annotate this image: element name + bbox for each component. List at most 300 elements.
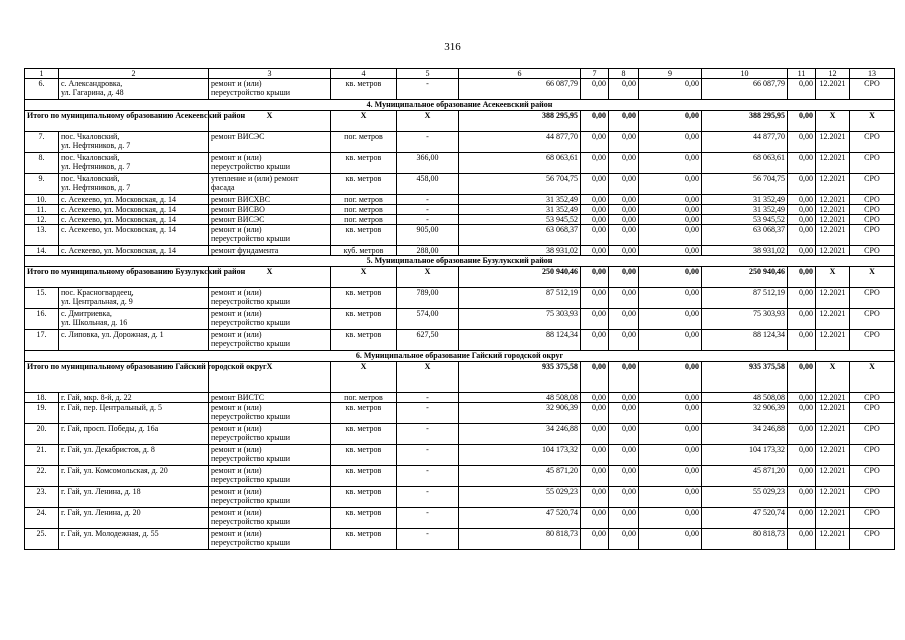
cost-cell: 87 512,19: [459, 288, 581, 309]
quantity-cell: X: [397, 111, 459, 132]
amount-cell-col7: 0,00: [581, 225, 609, 246]
work-type-cell: [209, 174, 331, 195]
address-line: пос. Чкаловский,: [61, 174, 120, 183]
cost-cell: 45 871,20: [459, 466, 581, 487]
amount-cell-col7: 0,00: [581, 393, 609, 403]
amount-cell-col7: 0,00: [581, 487, 609, 508]
row-number-cell: 14.: [25, 246, 59, 256]
amount-cell-col9: 0,00: [639, 466, 702, 487]
row-number-cell: 6.: [25, 79, 59, 100]
amount-cell-col9: 0,00: [639, 393, 702, 403]
section-title: 4. Муниципальное образование Асекеевский район: [25, 100, 895, 111]
quantity-cell: -: [397, 466, 459, 487]
cost-cell: 32 906,39: [459, 403, 581, 424]
address-cell: [59, 153, 209, 174]
address-line: ул. Нефтяников, д. 7: [61, 183, 131, 192]
amount-cell-col8: 0,00: [609, 132, 639, 153]
row-number-cell: 9.: [25, 174, 59, 195]
row-number-cell: 15.: [25, 288, 59, 309]
unit-cell: пог. метров: [331, 215, 397, 225]
repair-method-cell: СРО: [850, 529, 895, 550]
amount-cell-col11: 0,00: [788, 267, 816, 288]
amount-cell-col11: 0,00: [788, 466, 816, 487]
amount-cell-col7: 0,00: [581, 508, 609, 529]
total-cost-cell: 63 068,37: [702, 225, 788, 246]
work-type-line: переустройство крыши: [211, 162, 291, 171]
total-cost-cell: 935 375,58: [702, 362, 788, 393]
cost-cell: 68 063,61: [459, 153, 581, 174]
total-label: Итого по муниципальному образованию Гайский городской округ: [25, 362, 209, 393]
total-cost-cell: 87 512,19: [702, 288, 788, 309]
amount-cell-col9: 0,00: [639, 225, 702, 246]
quantity-cell: -: [397, 215, 459, 225]
work-type-line: ремонт ВИСЭС: [211, 215, 265, 224]
completion-date-cell: 12.2021: [816, 466, 850, 487]
unit-cell: кв. метров: [331, 174, 397, 195]
cost-cell: 250 940,46: [459, 267, 581, 288]
repair-method-cell: СРО: [850, 195, 895, 205]
amount-cell-col7: 0,00: [581, 246, 609, 256]
amount-cell-col11: 0,00: [788, 529, 816, 550]
amount-cell-col7: 0,00: [581, 403, 609, 424]
amount-cell-col7: 0,00: [581, 466, 609, 487]
amount-cell-col8: 0,00: [609, 403, 639, 424]
total-cost-cell: 388 295,95: [702, 111, 788, 132]
unit-cell: кв. метров: [331, 529, 397, 550]
work-type-line: ремонт и (или): [211, 487, 262, 496]
total-cost-cell: 66 087,79: [702, 79, 788, 100]
amount-cell-col11: 0,00: [788, 132, 816, 153]
cost-cell: 53 945,52: [459, 215, 581, 225]
unit-cell: кв. метров: [331, 309, 397, 330]
repair-method-cell: СРО: [850, 174, 895, 195]
amount-cell-col11: 0,00: [788, 508, 816, 529]
total-cost-cell: 34 246,88: [702, 424, 788, 445]
work-type-cell: [209, 403, 331, 424]
address-line: пос. Чкаловский,: [61, 132, 120, 141]
work-type-cell: X: [209, 267, 331, 288]
unit-cell: кв. метров: [331, 466, 397, 487]
address-line: г. Гай, ул. Ленина, д. 20: [61, 508, 141, 517]
repair-method-cell: СРО: [850, 215, 895, 225]
work-type-cell: [209, 288, 331, 309]
row-number-cell: 7.: [25, 132, 59, 153]
row-number-cell: 19.: [25, 403, 59, 424]
work-type-line: переустройство крыши: [211, 234, 291, 243]
amount-cell-col8: 0,00: [609, 393, 639, 403]
completion-date-cell: 12.2021: [816, 246, 850, 256]
unit-cell: пог. метров: [331, 195, 397, 205]
column-number: 12: [816, 69, 850, 79]
row-number-cell: 13.: [25, 225, 59, 246]
table-row: [25, 246, 895, 256]
column-number-row: [25, 69, 895, 79]
work-type-line: ремонт и (или): [211, 466, 262, 475]
amount-cell-col7: 0,00: [581, 153, 609, 174]
repair-method-cell: СРО: [850, 225, 895, 246]
amount-cell-col9: 0,00: [639, 309, 702, 330]
amount-cell-col11: 0,00: [788, 309, 816, 330]
unit-cell: кв. метров: [331, 153, 397, 174]
total-cost-cell: 45 871,20: [702, 466, 788, 487]
address-line: ул. Школьная, д. 16: [61, 318, 128, 327]
work-type-line: переустройство крыши: [211, 475, 291, 484]
quantity-cell: -: [397, 529, 459, 550]
completion-date-cell: 12.2021: [816, 309, 850, 330]
work-type-line: ремонт и (или): [211, 79, 262, 88]
amount-cell-col9: 0,00: [639, 330, 702, 351]
repair-method-cell: СРО: [850, 508, 895, 529]
work-type-line: ремонт фундамента: [211, 246, 279, 255]
row-number-cell: 17.: [25, 330, 59, 351]
amount-cell-col8: 0,00: [609, 424, 639, 445]
amount-cell-col9: 0,00: [639, 153, 702, 174]
section-title: 5. Муниципальное образование Бузулукский район: [25, 256, 895, 267]
amount-cell-col7: 0,00: [581, 174, 609, 195]
work-type-line: ремонт и (или): [211, 529, 262, 538]
unit-cell: куб. метров: [331, 246, 397, 256]
quantity-cell: -: [397, 205, 459, 215]
work-type-line: переустройство крыши: [211, 339, 291, 348]
total-cost-cell: 68 063,61: [702, 153, 788, 174]
unit-cell: пог. метров: [331, 205, 397, 215]
table-row: [25, 153, 895, 174]
amount-cell-col7: 0,00: [581, 424, 609, 445]
work-type-cell: [209, 195, 331, 205]
amount-cell-col11: 0,00: [788, 288, 816, 309]
amount-cell-col9: 0,00: [639, 508, 702, 529]
work-type-cell: [209, 246, 331, 256]
total-cost-cell: 88 124,34: [702, 330, 788, 351]
amount-cell-col7: 0,00: [581, 205, 609, 215]
unit-cell: кв. метров: [331, 424, 397, 445]
completion-date-cell: 12.2021: [816, 508, 850, 529]
amount-cell-col8: 0,00: [609, 246, 639, 256]
quantity-cell: 458,00: [397, 174, 459, 195]
amount-cell-col9: 0,00: [639, 403, 702, 424]
column-number: 4: [331, 69, 397, 79]
amount-cell-col8: 0,00: [609, 487, 639, 508]
repair-method-cell: СРО: [850, 445, 895, 466]
address-line: ул. Нефтяников, д. 7: [61, 162, 131, 171]
unit-cell: кв. метров: [331, 330, 397, 351]
table-row: [25, 529, 895, 550]
amount-cell-col9: 0,00: [639, 487, 702, 508]
work-type-cell: X: [209, 111, 331, 132]
total-cost-cell: 44 877,70: [702, 132, 788, 153]
unit-cell: кв. метров: [331, 403, 397, 424]
cost-cell: 66 087,79: [459, 79, 581, 100]
completion-date-cell: 12.2021: [816, 393, 850, 403]
row-number-cell: 11.: [25, 205, 59, 215]
amount-cell-col8: 0,00: [609, 529, 639, 550]
work-type-cell: [209, 132, 331, 153]
column-number: 10: [702, 69, 788, 79]
work-type-cell: X: [209, 362, 331, 393]
completion-date-cell: X: [816, 362, 850, 393]
cost-cell: 31 352,49: [459, 205, 581, 215]
capital-repair-table: [24, 68, 895, 550]
amount-cell-col8: 0,00: [609, 288, 639, 309]
repair-method-cell: СРО: [850, 288, 895, 309]
address-line: ул. Нефтяников, д. 7: [61, 141, 131, 150]
amount-cell-col9: 0,00: [639, 215, 702, 225]
repair-method-cell: СРО: [850, 403, 895, 424]
cost-cell: 88 124,34: [459, 330, 581, 351]
work-type-line: утепление и (или) ремонт: [211, 174, 299, 183]
cost-cell: 34 246,88: [459, 424, 581, 445]
quantity-cell: -: [397, 195, 459, 205]
work-type-line: переустройство крыши: [211, 538, 291, 547]
completion-date-cell: 12.2021: [816, 215, 850, 225]
work-type-line: ремонт и (или): [211, 424, 262, 433]
amount-cell-col9: 0,00: [639, 195, 702, 205]
amount-cell-col8: 0,00: [609, 215, 639, 225]
completion-date-cell: X: [816, 111, 850, 132]
amount-cell-col11: 0,00: [788, 205, 816, 215]
quantity-cell: 789,00: [397, 288, 459, 309]
amount-cell-col9: 0,00: [639, 205, 702, 215]
quantity-cell: -: [397, 487, 459, 508]
column-number: 6: [459, 69, 581, 79]
amount-cell-col8: 0,00: [609, 225, 639, 246]
address-cell: [59, 215, 209, 225]
work-type-cell: [209, 508, 331, 529]
total-cost-cell: 56 704,75: [702, 174, 788, 195]
work-type-line: переустройство крыши: [211, 517, 291, 526]
address-cell: [59, 309, 209, 330]
work-type-line: переустройство крыши: [211, 88, 291, 97]
amount-cell-col9: 0,00: [639, 132, 702, 153]
work-type-cell: [209, 445, 331, 466]
address-cell: [59, 288, 209, 309]
total-label: Итого по муниципальному образованию Бузулукский район: [25, 267, 209, 288]
quantity-cell: -: [397, 393, 459, 403]
table-row: [25, 330, 895, 351]
address-cell: [59, 195, 209, 205]
amount-cell-col11: 0,00: [788, 225, 816, 246]
amount-cell-col11: 0,00: [788, 362, 816, 393]
table-row: [25, 445, 895, 466]
amount-cell-col9: 0,00: [639, 529, 702, 550]
row-number-cell: 16.: [25, 309, 59, 330]
row-number-cell: 20.: [25, 424, 59, 445]
total-cost-cell: 48 508,08: [702, 393, 788, 403]
table-row: [25, 508, 895, 529]
amount-cell-col8: 0,00: [609, 362, 639, 393]
amount-cell-col9: 0,00: [639, 111, 702, 132]
page-number: 316: [444, 41, 461, 53]
unit-cell: X: [331, 267, 397, 288]
amount-cell-col11: 0,00: [788, 403, 816, 424]
amount-cell-col7: 0,00: [581, 267, 609, 288]
work-type-line: ремонт ВИСЭС: [211, 132, 265, 141]
address-line: с. Асекеево, ул. Московская, д. 14: [61, 215, 176, 224]
work-type-line: ремонт и (или): [211, 288, 262, 297]
quantity-cell: -: [397, 79, 459, 100]
work-type-cell: [209, 309, 331, 330]
amount-cell-col11: 0,00: [788, 246, 816, 256]
address-cell: [59, 246, 209, 256]
amount-cell-col7: 0,00: [581, 288, 609, 309]
address-line: с. Асекеево, ул. Московская, д. 14: [61, 205, 176, 214]
work-type-line: фасада: [211, 183, 235, 192]
cost-cell: 75 303,93: [459, 309, 581, 330]
address-line: с. Липовка, ул. Дорожная, д. 1: [61, 330, 164, 339]
repair-method-cell: СРО: [850, 487, 895, 508]
amount-cell-col11: 0,00: [788, 330, 816, 351]
table-row: [25, 424, 895, 445]
table-row: [25, 79, 895, 100]
amount-cell-col7: 0,00: [581, 111, 609, 132]
work-type-cell: [209, 466, 331, 487]
quantity-cell: 905,00: [397, 225, 459, 246]
amount-cell-col7: 0,00: [581, 215, 609, 225]
work-type-line: ремонт и (или): [211, 309, 262, 318]
amount-cell-col7: 0,00: [581, 529, 609, 550]
cost-cell: 47 520,74: [459, 508, 581, 529]
address-cell: [59, 529, 209, 550]
address-cell: [59, 132, 209, 153]
table-row: [25, 195, 895, 205]
column-number: 8: [609, 69, 639, 79]
unit-cell: кв. метров: [331, 288, 397, 309]
work-type-line: ремонт ВИСХВС: [211, 195, 271, 204]
completion-date-cell: 12.2021: [816, 487, 850, 508]
address-line: пос. Чкаловский,: [61, 153, 120, 162]
work-type-cell: [209, 153, 331, 174]
column-number: 11: [788, 69, 816, 79]
address-line: г. Гай, просп. Победы, д. 16а: [61, 424, 159, 433]
amount-cell-col7: 0,00: [581, 330, 609, 351]
amount-cell-col8: 0,00: [609, 330, 639, 351]
cost-cell: 55 029,23: [459, 487, 581, 508]
row-number-cell: 21.: [25, 445, 59, 466]
total-cost-cell: 32 906,39: [702, 403, 788, 424]
amount-cell-col9: 0,00: [639, 445, 702, 466]
total-cost-cell: 75 303,93: [702, 309, 788, 330]
work-type-line: ремонт и (или): [211, 153, 262, 162]
row-number-cell: 18.: [25, 393, 59, 403]
total-cost-cell: 38 931,02: [702, 246, 788, 256]
address-line: с. Александровка,: [61, 79, 123, 88]
address-cell: [59, 487, 209, 508]
column-number: 13: [850, 69, 895, 79]
amount-cell-col8: 0,00: [609, 174, 639, 195]
work-type-cell: [209, 225, 331, 246]
row-number-cell: 22.: [25, 466, 59, 487]
total-row: [25, 362, 895, 393]
address-cell: [59, 403, 209, 424]
amount-cell-col8: 0,00: [609, 205, 639, 215]
column-number: 7: [581, 69, 609, 79]
work-type-line: ремонт и (или): [211, 225, 262, 234]
work-type-line: ремонт и (или): [211, 508, 262, 517]
amount-cell-col11: 0,00: [788, 79, 816, 100]
table-row: [25, 132, 895, 153]
address-cell: [59, 445, 209, 466]
amount-cell-col7: 0,00: [581, 309, 609, 330]
completion-date-cell: 12.2021: [816, 330, 850, 351]
address-cell: [59, 174, 209, 195]
total-row: [25, 111, 895, 132]
address-cell: [59, 424, 209, 445]
repair-method-cell: СРО: [850, 466, 895, 487]
unit-cell: кв. метров: [331, 225, 397, 246]
amount-cell-col11: 0,00: [788, 195, 816, 205]
completion-date-cell: 12.2021: [816, 529, 850, 550]
cost-cell: 31 352,49: [459, 195, 581, 205]
quantity-cell: -: [397, 445, 459, 466]
unit-cell: X: [331, 362, 397, 393]
section-title: 6. Муниципальное образование Гайский городской округ: [25, 351, 895, 362]
total-cost-cell: 80 818,73: [702, 529, 788, 550]
column-number: 1: [25, 69, 59, 79]
table-row: [25, 466, 895, 487]
work-type-line: ремонт ВИСВО: [211, 205, 265, 214]
address-line: г. Гай, ул. Комсомольская, д. 20: [61, 466, 168, 475]
address-line: с. Асекеево, ул. Московская, д. 14: [61, 225, 176, 234]
work-type-line: переустройство крыши: [211, 496, 291, 505]
amount-cell-col9: 0,00: [639, 424, 702, 445]
row-number-cell: 12.: [25, 215, 59, 225]
unit-cell: кв. метров: [331, 445, 397, 466]
amount-cell-col8: 0,00: [609, 445, 639, 466]
repair-method-cell: СРО: [850, 79, 895, 100]
repair-method-cell: СРО: [850, 330, 895, 351]
address-line: г. Гай, ул. Молодежная, д. 55: [61, 529, 159, 538]
work-type-line: переустройство крыши: [211, 318, 291, 327]
completion-date-cell: 12.2021: [816, 403, 850, 424]
work-type-cell: [209, 529, 331, 550]
amount-cell-col11: 0,00: [788, 424, 816, 445]
amount-cell-col11: 0,00: [788, 111, 816, 132]
cost-cell: 63 068,37: [459, 225, 581, 246]
amount-cell-col8: 0,00: [609, 267, 639, 288]
amount-cell-col7: 0,00: [581, 445, 609, 466]
cost-cell: 44 877,70: [459, 132, 581, 153]
work-type-cell: [209, 215, 331, 225]
amount-cell-col8: 0,00: [609, 153, 639, 174]
work-type-line: переустройство крыши: [211, 297, 291, 306]
cost-cell: 80 818,73: [459, 529, 581, 550]
quantity-cell: -: [397, 132, 459, 153]
row-number-cell: 24.: [25, 508, 59, 529]
address-line: с. Асекеево, ул. Московская, д. 14: [61, 195, 176, 204]
work-type-cell: [209, 487, 331, 508]
row-number-cell: 25.: [25, 529, 59, 550]
address-line: ул. Центральная, д. 9: [61, 297, 133, 306]
repair-method-cell: X: [850, 267, 895, 288]
unit-cell: X: [331, 111, 397, 132]
address-line: ул. Гагарина, д. 48: [61, 88, 124, 97]
amount-cell-col9: 0,00: [639, 174, 702, 195]
completion-date-cell: 12.2021: [816, 225, 850, 246]
amount-cell-col9: 0,00: [639, 267, 702, 288]
work-type-cell: [209, 424, 331, 445]
address-line: с. Асекеево, ул. Московская, д. 14: [61, 246, 176, 255]
address-cell: [59, 205, 209, 215]
cost-cell: 48 508,08: [459, 393, 581, 403]
unit-cell: кв. метров: [331, 79, 397, 100]
table-row: [25, 215, 895, 225]
address-cell: [59, 466, 209, 487]
amount-cell-col9: 0,00: [639, 362, 702, 393]
section-header-row: [25, 100, 895, 111]
completion-date-cell: 12.2021: [816, 424, 850, 445]
address-line: г. Гай, мкр. 8-й, д. 22: [61, 393, 132, 402]
table-row: [25, 174, 895, 195]
